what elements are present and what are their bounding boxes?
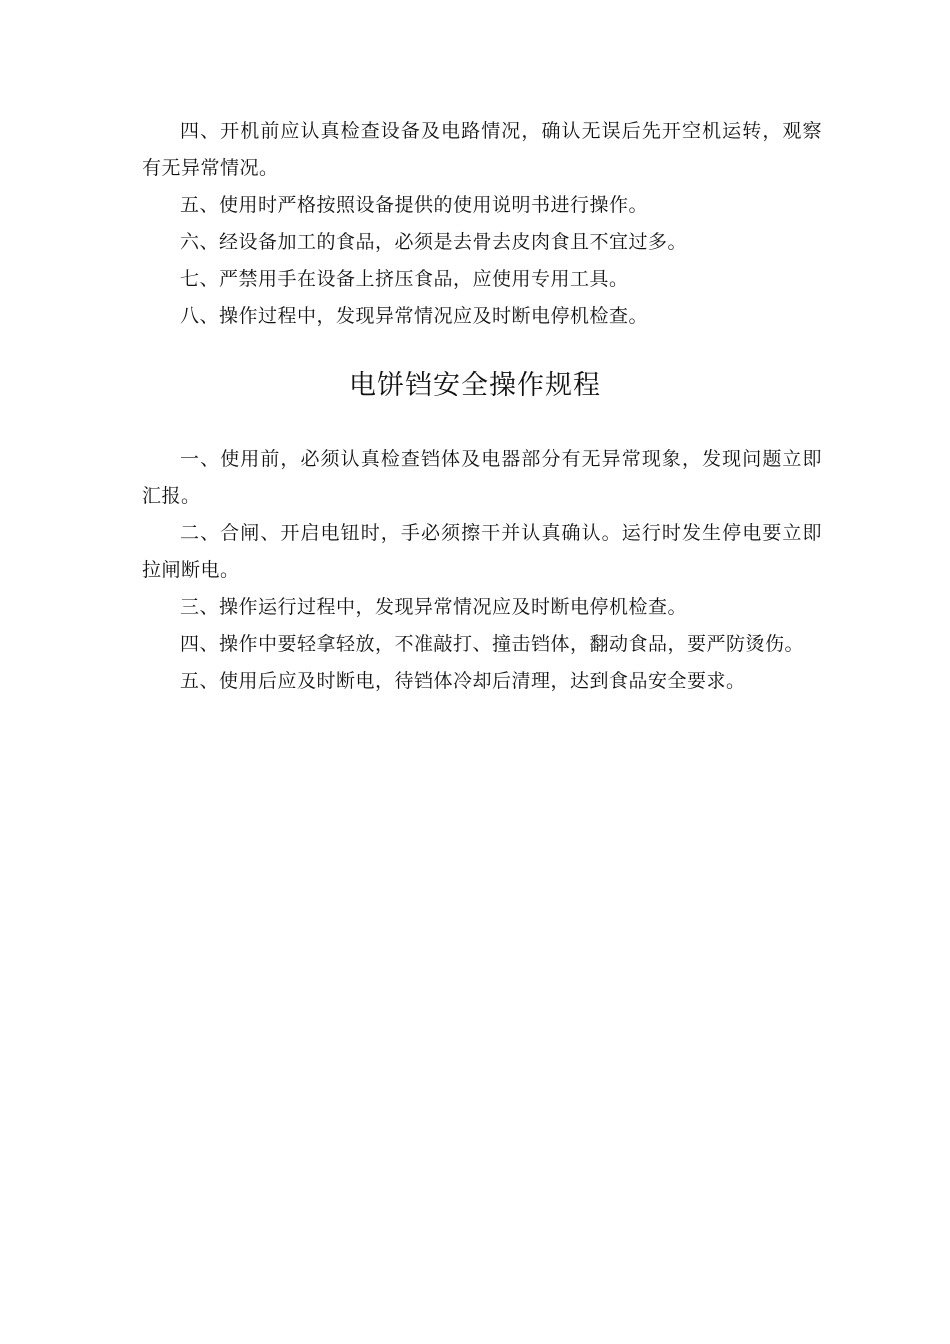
rule-item: 四、操作中要轻拿轻放，不准敲打、撞击铛体，翻动食品，要严防烫伤。 [180, 633, 805, 655]
rule-item: 七、严禁用手在设备上挤压食品，应使用专用工具。 [180, 268, 629, 290]
section-title: 电饼铛安全操作规程 [349, 370, 601, 401]
rule-item: 三、操作运行过程中，发现异常情况应及时断电停机检查。 [180, 596, 688, 618]
rule-item: 八、操作过程中，发现异常情况应及时断电停机检查。 [180, 305, 649, 327]
rule-item: 四、开机前应认真检查设备及电路情况，确认无误后先开空机运转，观察有无异常情况。 [142, 120, 822, 179]
griddle-rules-list [142, 441, 822, 700]
rule-item: 六、经设备加工的食品，必须是去骨去皮肉食且不宜过多。 [180, 231, 688, 253]
previous-rules-list [142, 113, 822, 335]
rule-item: 五、使用后应及时断电，待铛体冷却后清理，达到食品安全要求。 [180, 670, 746, 692]
rule-item: 一、使用前，必须认真检查铛体及电器部分有无异常现象，发现问题立即汇报。 [142, 448, 822, 507]
rule-item: 五、使用时严格按照设备提供的使用说明书进行操作。 [180, 194, 649, 216]
rule-item: 二、合闸、开启电钮时，手必须擦干并认真确认。运行时发生停电要立即拉闸断电。 [142, 522, 822, 581]
